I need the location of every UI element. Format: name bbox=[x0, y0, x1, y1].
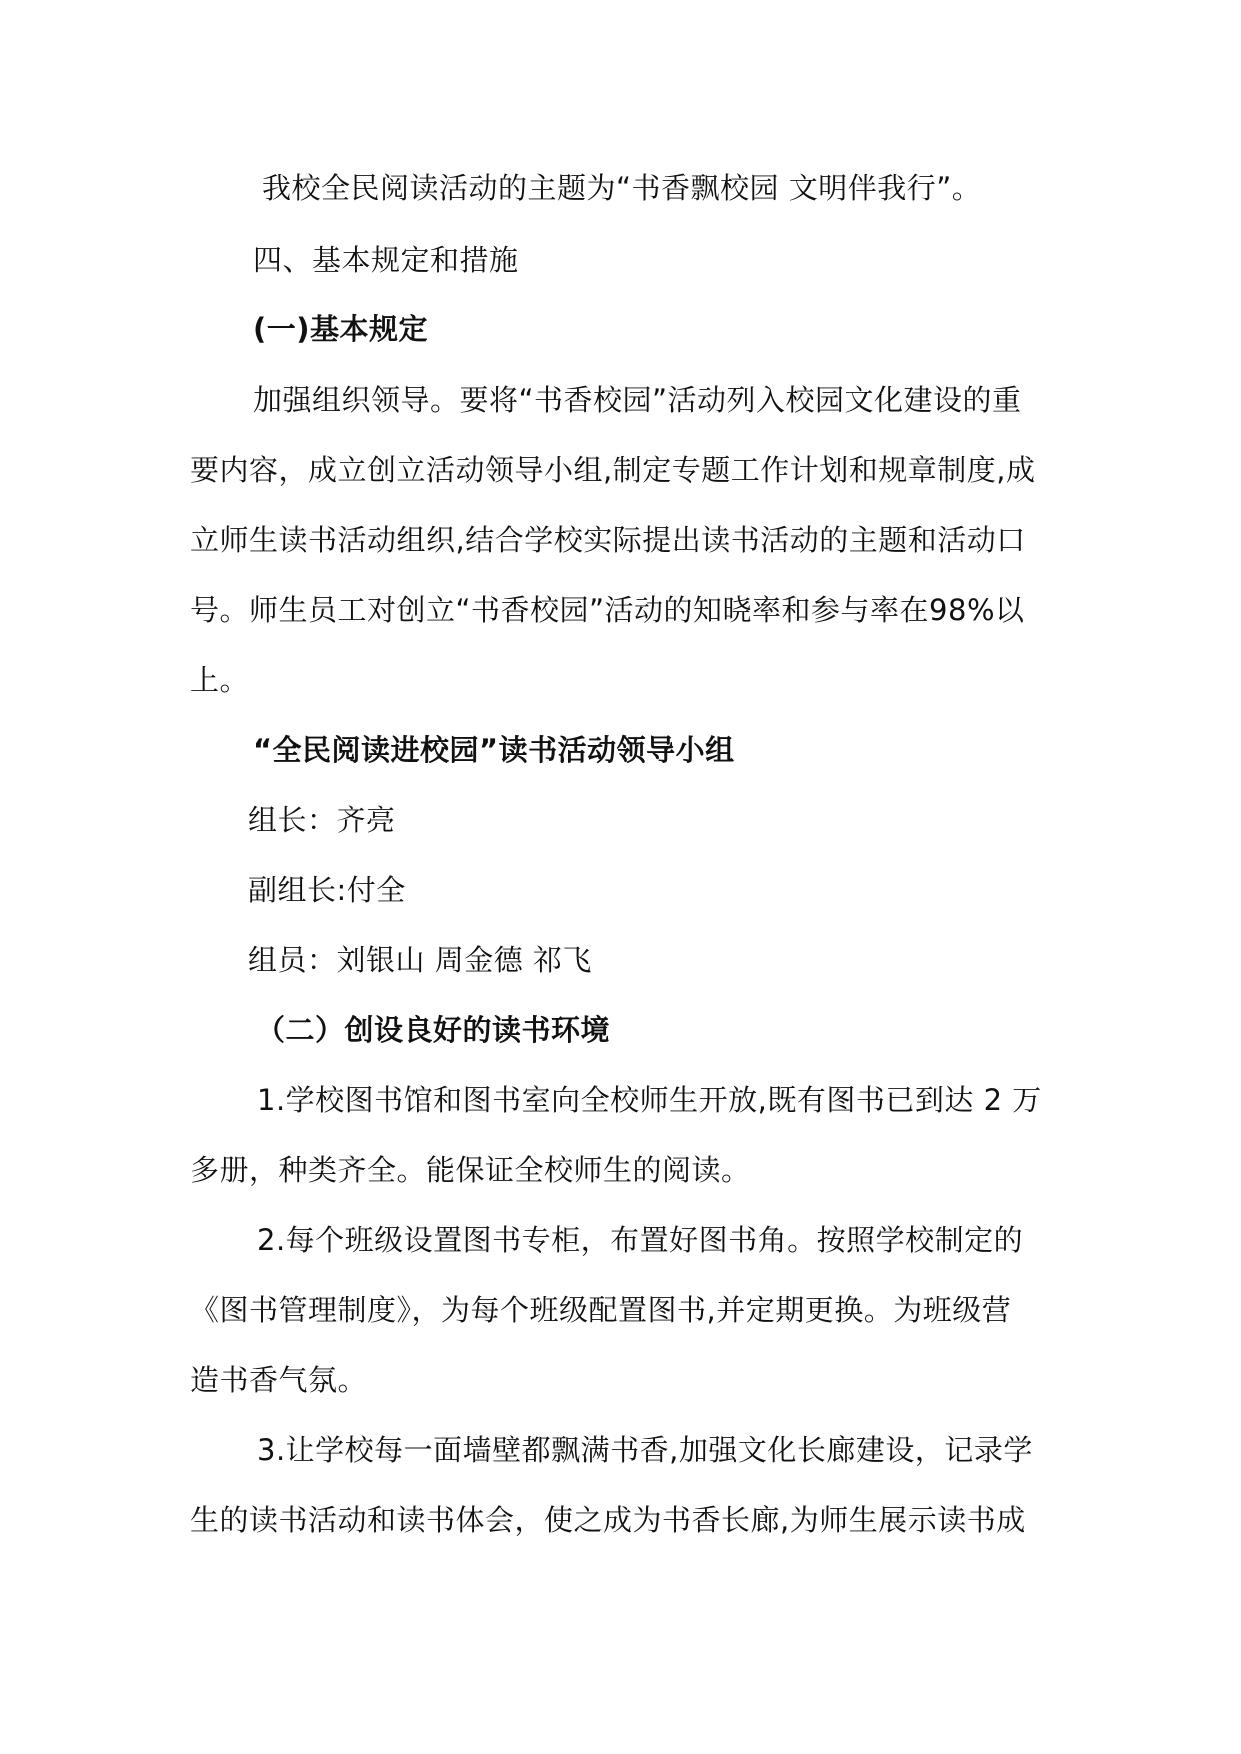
paragraph-line: 造书香气氛。 bbox=[190, 1363, 368, 1397]
leadership-group-heading: “全民阅读进校园”读书活动领导小组 bbox=[253, 733, 735, 767]
paragraph-line: 生的读书活动和读书体会，使之成为书香长廊,为师生展示读书成 bbox=[190, 1503, 1026, 1537]
deputy-leader-line: 副组长:付全 bbox=[248, 873, 406, 907]
group-members-line: 组员：刘银山 周金德 祁飞 bbox=[248, 943, 592, 977]
section-heading-basic-rules: 四、基本规定和措施 bbox=[253, 243, 519, 277]
subsection-heading-environment: （二）创设良好的读书环境 bbox=[256, 1013, 611, 1047]
paragraph-line: 上。 bbox=[190, 663, 250, 697]
paragraph-line: 立师生读书活动组织,结合学校实际提出读书活动的主题和活动口 bbox=[190, 523, 1026, 557]
subsection-heading-basic-rules: (一)基本规定 bbox=[253, 312, 429, 346]
paragraph-line: 号。师生员工对创立“书香校园”活动的知晓率和参与率在98%以 bbox=[190, 593, 1025, 627]
group-leader-line: 组长：齐亮 bbox=[248, 803, 396, 837]
paragraph-line: 《图书管理制度》，为每个班级配置图书,并定期更换。为班级营 bbox=[190, 1293, 1012, 1327]
paragraph-line: 加强组织领导。要将“书香校园”活动列入校园文化建设的重 bbox=[253, 383, 1022, 417]
paragraph-line: 2.每个班级设置图书专柜，布置好图书角。按照学校制定的 bbox=[257, 1223, 1024, 1257]
paragraph-line: 多册，种类齐全。能保证全校师生的阅读。 bbox=[190, 1153, 751, 1187]
paragraph-line: 3.让学校每一面墙壁都飘满书香,加强文化长廊建设，记录学 bbox=[257, 1433, 1033, 1467]
theme-sentence: 我校全民阅读活动的主题为“书香飘校园 文明伴我行”。 bbox=[262, 171, 982, 205]
paragraph-line: 1.学校图书馆和图书室向全校师生开放,既有图书已到达 2 万 bbox=[257, 1083, 1042, 1117]
paragraph-line: 要内容，成立创立活动领导小组,制定专题工作计划和规章制度,成 bbox=[190, 453, 1036, 487]
